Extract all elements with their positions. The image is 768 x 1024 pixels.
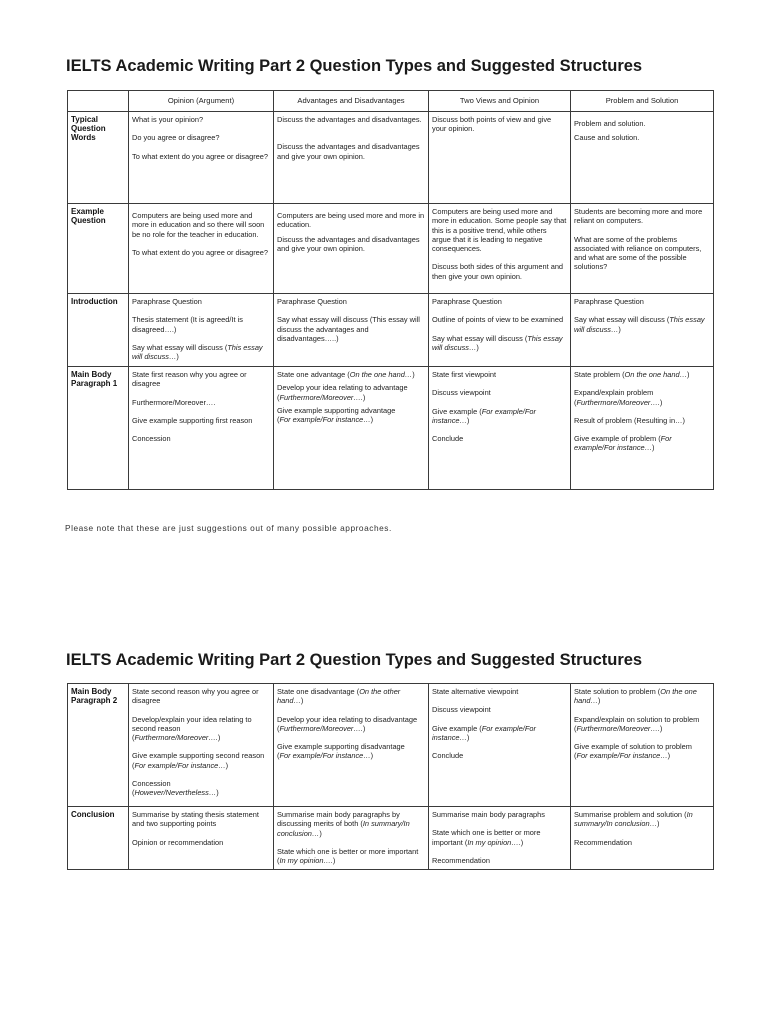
- table-cell: Paraphrase Question Say what essay will discuss (This essay will discuss the advantages and disadvantages…..): [274, 294, 429, 367]
- table-cell: Discuss both points of view and give your opinion.: [429, 112, 571, 204]
- page-title-repeat: IELTS Academic Writing Part 2 Question Types and Suggested Structures: [66, 651, 643, 669]
- row-label: Typical Question Words: [68, 112, 129, 204]
- column-header-two-views: Two Views and Opinion: [429, 91, 571, 112]
- page-title: IELTS Academic Writing Part 2 Question Types and Suggested Structures: [66, 57, 643, 75]
- table-cell: State first viewpoint Discuss viewpoint Give example (For example/For instance…) Conclude: [429, 367, 571, 490]
- table-cell: State solution to problem (On the one hand…) Expand/explain on solution to problem (Furthermore/Moreover….) Give example of solution to problem (For example/For instance…): [571, 684, 714, 807]
- table-cell: Paraphrase Question Thesis statement (It is agreed/It is disagreed….) Say what essay will discuss (This essay will discuss…): [129, 294, 274, 367]
- table-cell: Discuss the advantages and disadvantages. Discuss the advantages and disadvantages and give your own opinion.: [274, 112, 429, 204]
- table-cell: Computers are being used more and more in education and so there will soon be no role for the teacher in education. To what extent do you agree or disagree?: [129, 204, 274, 294]
- table-cell: Computers are being used more and more in education. Discuss the advantages and disadvantages and give your own opinion.: [274, 204, 429, 294]
- column-header-advantages: Advantages and Disadvantages: [274, 91, 429, 112]
- table-cell: Computers are being used more and more in education. Some people say that this is a positive trend, while others argue that it is leading to negative consequences. Discuss both sides of this argument and then give your own opinion.: [429, 204, 571, 294]
- table-row: [68, 112, 714, 204]
- table-cell: State second reason why you agree or disagree Develop/explain your idea relating to second reason (Furthermore/Moreover….) Give example supporting second reason (For example/For instance…) Concession (However/Nevertheless…): [129, 684, 274, 807]
- column-header-problem-solution: Problem and Solution: [571, 91, 714, 112]
- table-row: [68, 367, 714, 490]
- table-cell: Summarise main body paragraphs State which one is better or more important (In my opinion….) Recommendation: [429, 807, 571, 870]
- table-cell: Summarise main body paragraphs by discussing merits of both (In summary/In conclusion…) State which one is better or more important (In my opinion….): [274, 807, 429, 870]
- row-label: Introduction: [68, 294, 129, 367]
- table-cell: State problem (On the one hand…) Expand/explain problem (Furthermore/Moreover….) Result of problem (Resulting in…) Give example of problem (For example/For instance…): [571, 367, 714, 490]
- row-label: Conclusion: [68, 807, 129, 870]
- table-cell: Summarise by stating thesis statement and two supporting points Opinion or recommendation: [129, 807, 274, 870]
- table-cell: Paraphrase Question Say what essay will discuss (This essay will discuss…): [571, 294, 714, 367]
- question-types-table: [67, 90, 714, 490]
- table-row: [68, 204, 714, 294]
- table-cell: State first reason why you agree or disagree Furthermore/Moreover…. Give example supporting first reason Concession: [129, 367, 274, 490]
- header-row: [68, 91, 714, 112]
- row-label: Main Body Paragraph 1: [68, 367, 129, 490]
- row-label: Main Body Paragraph 2: [68, 684, 129, 807]
- table-cell: Students are becoming more and more reliant on computers. What are some of the problems associated with reliance on computers, and what are some of the possible solutions?: [571, 204, 714, 294]
- question-types-table-continued: [67, 683, 714, 870]
- table-cell: State one disadvantage (On the other hand…) Develop your idea relating to disadvantage (Furthermore/Moreover….) Give example supporting disadvantage (For example/For instance…): [274, 684, 429, 807]
- table-cell: Paraphrase Question Outline of points of view to be examined Say what essay will discuss (This essay will discuss…): [429, 294, 571, 367]
- table-cell: State alternative viewpoint Discuss viewpoint Give example (For example/For instance…) Conclude: [429, 684, 571, 807]
- table-row: [68, 684, 714, 807]
- table-row: [68, 294, 714, 367]
- table-row: [68, 807, 714, 870]
- table-cell: State one advantage (On the one hand…) Develop your idea relating to advantage (Furthermore/Moreover….) Give example supporting advantage (For example/For instance…): [274, 367, 429, 490]
- table-cell: What is your opinion? Do you agree or disagree? To what extent do you agree or disagree?: [129, 112, 274, 204]
- table-cell: Summarise problem and solution (In summary/In conclusion…) Recommendation: [571, 807, 714, 870]
- column-header-opinion: Opinion (Argument): [129, 91, 274, 112]
- corner-cell: [68, 91, 129, 112]
- table-cell: Problem and solution. Cause and solution.: [571, 112, 714, 204]
- row-label: Example Question: [68, 204, 129, 294]
- suggestion-note: Please note that these are just suggestions out of many possible approaches.: [65, 523, 392, 533]
